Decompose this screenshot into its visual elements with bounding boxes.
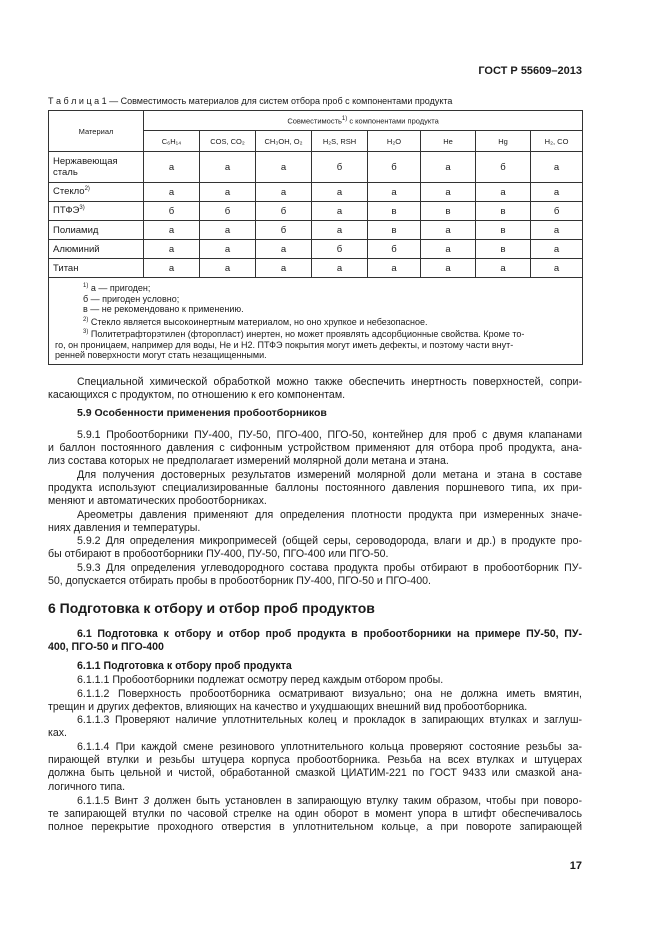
compatibility-cell: в <box>368 221 421 240</box>
material-cell: Стекло$^{2)}$ <box>49 183 144 202</box>
compatibility-cell: б <box>476 152 531 183</box>
heading-section-6: 6 Подготовка к отбору и отбор проб продуктов <box>48 600 375 616</box>
paragraph-6-1-1-4: 6.1.1.4 При каждой смене резинового уплотнительного кольца проверяют состояние резьбы за- пирающей втулки и резьбы штуцера корпуса пробоотборника. Резьба на всех втулках и штуцерах должна быть цельной и чистой, обработанной смазкой ЦИАТИМ-221 по ГОСТ 9433 или смазкой ана- логичного типа. <box>48 741 582 793</box>
heading-6-1: 6.1 Подготовка к отбору и отбор проб продукта в пробоотборники на примере ПУ-50, ПУ- 400, ПГО-50 и ПГО-400 <box>48 628 582 654</box>
compatibility-cell: б <box>312 240 368 259</box>
compatibility-cell: а <box>531 259 583 278</box>
compatibility-cell: а <box>200 221 256 240</box>
compatibility-cell: а <box>200 240 256 259</box>
compatibility-cell: а <box>200 259 256 278</box>
paragraph-inertness: Специальной химической обработкой можно также обеспечить инертность поверхностей, сопри- касающихся с продуктом, по отношению к его компонентам. <box>48 376 582 402</box>
header-component: H₂S, RSH <box>312 131 368 152</box>
compatibility-cell: а <box>531 240 583 259</box>
table-row <box>49 240 583 259</box>
compatibility-cell: а <box>144 221 200 240</box>
table-row <box>49 152 583 183</box>
compatibility-cell: а <box>312 221 368 240</box>
table-row <box>49 259 583 278</box>
header-component: Hg <box>476 131 531 152</box>
header-component: He <box>421 131 476 152</box>
compatibility-cell: а <box>421 152 476 183</box>
page-number: 17 <box>569 860 582 872</box>
compatibility-cell: в <box>476 202 531 221</box>
compatibility-cell: б <box>312 152 368 183</box>
material-cell: ПТФЭ$^{3)}$ <box>49 202 144 221</box>
paragraph-5-9-2: 5.9.2 Для определения микропримесей (общей серы, сероводорода, влаги и др.) в продукте про- бы отбирают в пробоотборники ПУ-400, ПУ-50, ПГО-400 или ПГО-50. <box>48 535 582 561</box>
page-header: ГОСТ Р 55609–2013 <box>478 65 582 77</box>
compatibility-cell: а <box>312 183 368 202</box>
compatibility-cell: а <box>531 221 583 240</box>
compatibility-cell: в <box>476 221 531 240</box>
compatibility-cell: б <box>144 202 200 221</box>
compatibility-cell: б <box>368 240 421 259</box>
header-material: Материал <box>49 111 144 152</box>
material-cell: Титан <box>49 259 144 278</box>
compatibility-cell: б <box>531 202 583 221</box>
compatibility-cell: а <box>368 259 421 278</box>
compatibility-cell: а <box>256 259 312 278</box>
paragraph-methane: Для получения достоверных результатов измерений молярной доли метана и этана в составе продукта используют специализированные баллоны постоянного давления поршневого типа, их при- меняют и автоматических пробоотборниках. <box>48 469 582 508</box>
header-component: H₂, CO <box>531 131 583 152</box>
table-row <box>49 202 583 221</box>
paragraph-5-9-3: 5.9.3 Для определения углеводородного состава продукта пробы отбирают в пробоотборник ПУ- 50, допускается отбирать пробы в пробоотборник ПУ-400, ПГО-50 и ПГО-400. <box>48 562 582 588</box>
compatibility-cell: а <box>256 240 312 259</box>
compatibility-cell: а <box>421 183 476 202</box>
compatibility-cell: а <box>421 221 476 240</box>
paragraph-6-1-1-1: 6.1.1.1 Пробоотборники подлежат осмотру перед каждым отбором пробы. <box>77 674 444 686</box>
material-cell: Нержавеющая сталь <box>49 152 144 183</box>
compatibility-cell: б <box>200 202 256 221</box>
compatibility-cell: а <box>421 259 476 278</box>
paragraph-6-1-1-2: 6.1.1.2 Поверхность пробоотборника осматривают визуально; она не должна иметь вмятин, трещин и других дефектов, влияющих на качество и ухудшающих внешний вид пробоотборника. <box>48 688 582 714</box>
compatibility-cell: а <box>144 259 200 278</box>
table-row <box>49 221 583 240</box>
compatibility-cell: а <box>256 183 312 202</box>
compatibility-cell: а <box>312 202 368 221</box>
heading-5-9: 5.9 Особенности применения пробоотборников <box>77 407 327 419</box>
paragraph-areometers: Ареометры давления применяют для определения плотности продукта при измеренных значе- ниях давления и температуры. <box>48 509 582 535</box>
compatibility-cell: а <box>531 183 583 202</box>
compatibility-cell: а <box>144 183 200 202</box>
paragraph-6-1-1-5: 6.1.1.5 Винт 3 должен быть установлен в запирающую втулку таким образом, чтобы при поворо- те запирающей втулки по часовой стрелке на один оборот в момент упора в штифт обеспечивалось полное перекрытие проходного отверстия в уплотнительном кольце, а при повороте запирающей <box>48 795 582 834</box>
header-component: H₂O <box>368 131 421 152</box>
material-cell: Алюминий <box>49 240 144 259</box>
compatibility-table <box>48 110 583 365</box>
compatibility-cell: б <box>256 221 312 240</box>
compatibility-cell: а <box>200 183 256 202</box>
paragraph-6-1-1-3: 6.1.1.3 Проверяют наличие уплотнительных колец и прокладок в запирающих втулках и заглуш- ках. <box>48 714 582 740</box>
compatibility-cell: б <box>368 152 421 183</box>
compatibility-cell: а <box>256 152 312 183</box>
compatibility-cell: а <box>476 183 531 202</box>
compatibility-cell: а <box>421 240 476 259</box>
compatibility-cell: а <box>312 259 368 278</box>
compatibility-cell: а <box>200 152 256 183</box>
header-component: CH₃OH, O₂ <box>256 131 312 152</box>
header-component: C₆H₁₄ <box>144 131 200 152</box>
header-compatibility: Совместимость$^{1)}$ с компонентами продукта <box>144 111 583 131</box>
compatibility-cell: а <box>368 183 421 202</box>
heading-6-1-1: 6.1.1 Подготовка к отбору проб продукта <box>77 660 292 672</box>
compatibility-cell: в <box>421 202 476 221</box>
compatibility-cell: а <box>476 259 531 278</box>
header-component: COS, CO₂ <box>200 131 256 152</box>
paragraph-5-9-1: 5.9.1 Пробоотборники ПУ-400, ПУ-50, ПГО-400, ПГО-50, контейнер для проб с двумя клапанами и баллон постоянного давления с сифонным устройством применяют для отбора проб продукта, ана- лиз состава которых не предполагает измерений молярной доли метана и этана. <box>48 429 582 468</box>
compatibility-cell: а <box>531 152 583 183</box>
material-cell: Полиамид <box>49 221 144 240</box>
compatibility-cell: в <box>476 240 531 259</box>
compatibility-cell: а <box>144 240 200 259</box>
table-caption: Т а б л и ц а 1 — Совместимость материалов для систем отбора проб с компонентами продукта <box>48 96 453 106</box>
compatibility-cell: в <box>368 202 421 221</box>
compatibility-cell: б <box>256 202 312 221</box>
table-notes: $^{1)}$ а — пригоден; б — пригоден условно; в — не рекомендовано к применению. $^{2)}$ Стекло является высокоинертным материалом, но оно хрупкое и небезопасное. $^{3)}$ Политетрафторэтилен (фторопласт) инертен, но может проявлять адсорбционные свойства. Кроме то- го, он проницаем, например для воды, He и H2. ПТФЭ покрытия могут иметь дефекты, и поэтому части внут- ренней поверхности могут стать незащищенными. <box>49 278 583 365</box>
compatibility-cell: а <box>144 152 200 183</box>
table-row <box>49 183 583 202</box>
